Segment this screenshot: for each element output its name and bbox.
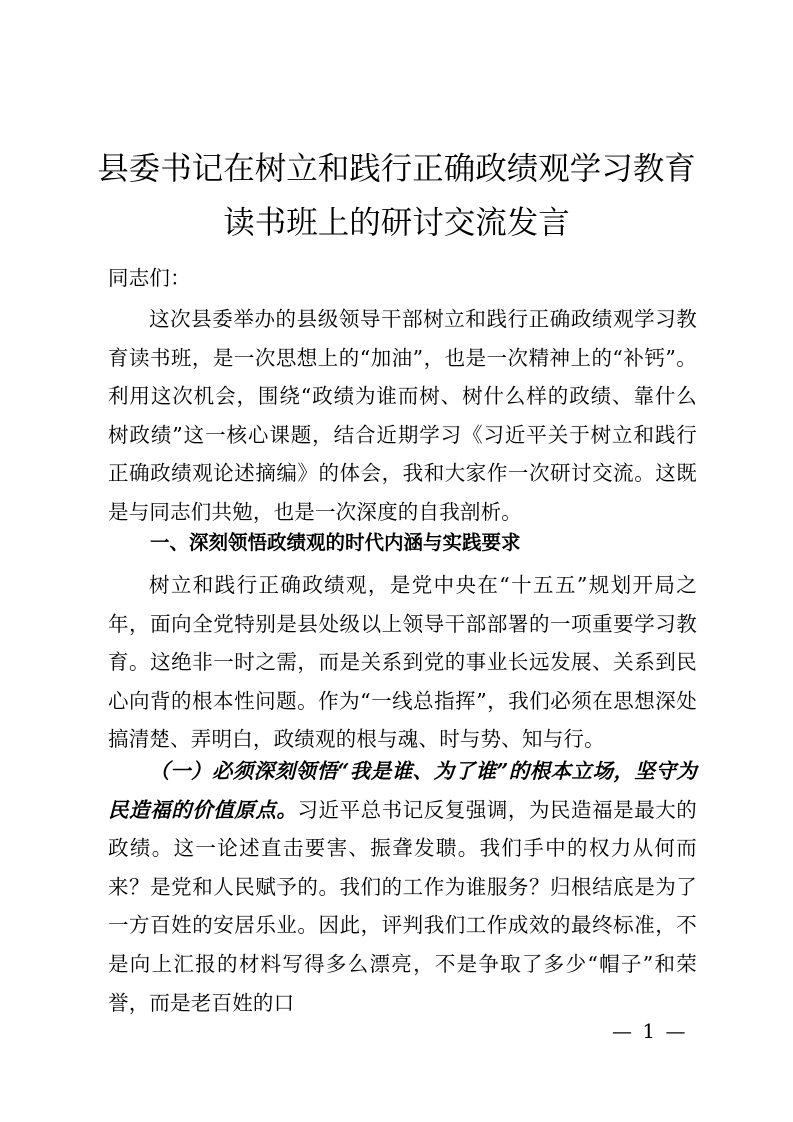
- subsection-heading: （一）必须深刻领悟“我是谁、为了谁”的根本立场，坚守为民造福的价值原点。: [108, 759, 697, 822]
- subsection-text: 习近平总书记反复强调，为民造福是最大的政绩。这一论述直击要害、振聋发聩。我们手中的权力从何而来？是党和人民赋予的。我们的工作为谁服务？归根结底是为了一方百姓的安居乐业。因此，评判我们工作成效的最终标准，不是向上汇报的材料写得多么漂亮，不是争取了多少“帽子”和荣誉，而是老百姓的口: [108, 797, 697, 1015]
- salutation: 同志们：: [108, 266, 191, 290]
- page-number: — 1 —: [612, 1019, 688, 1043]
- document-title: 县委书记在树立和践行正确政绩观学习教育读书班上的研讨交流发言: [97, 151, 696, 241]
- section-heading: 一、深刻领悟政绩观的时代内涵与实践要求: [150, 531, 521, 554]
- intro-paragraph: 这次县委举办的县级领导干部树立和践行正确政绩观学习教育读书班，是一次思想上的“加油”，也是一次精神上的“补钙”。利用这次机会，围绕“政绩为谁而树、树什么样的政绩、靠什么树政绩”这一核心课题，结合近期学习《习近平关于树立和践行正确政绩观论述摘编》的体会，我和大家作一次研讨交流。这既是与同志们共勉，也是一次深度的自我剖析。: [108, 307, 697, 524]
- subsection-paragraph: [108, 752, 697, 1022]
- section-paragraph: 树立和践行正确政绩观，是党中央在“十五五”规划开局之年，面向全党特别是县处级以上领导干部部署的一项重要学习教育。这绝非一时之需，而是关系到党的事业长远发展、关系到民心向背的根本性问题。作为“一线总指挥”，我们必须在思想深处搞清楚、弄明白，政绩观的根与魂、时与势、知与行。: [108, 573, 697, 752]
